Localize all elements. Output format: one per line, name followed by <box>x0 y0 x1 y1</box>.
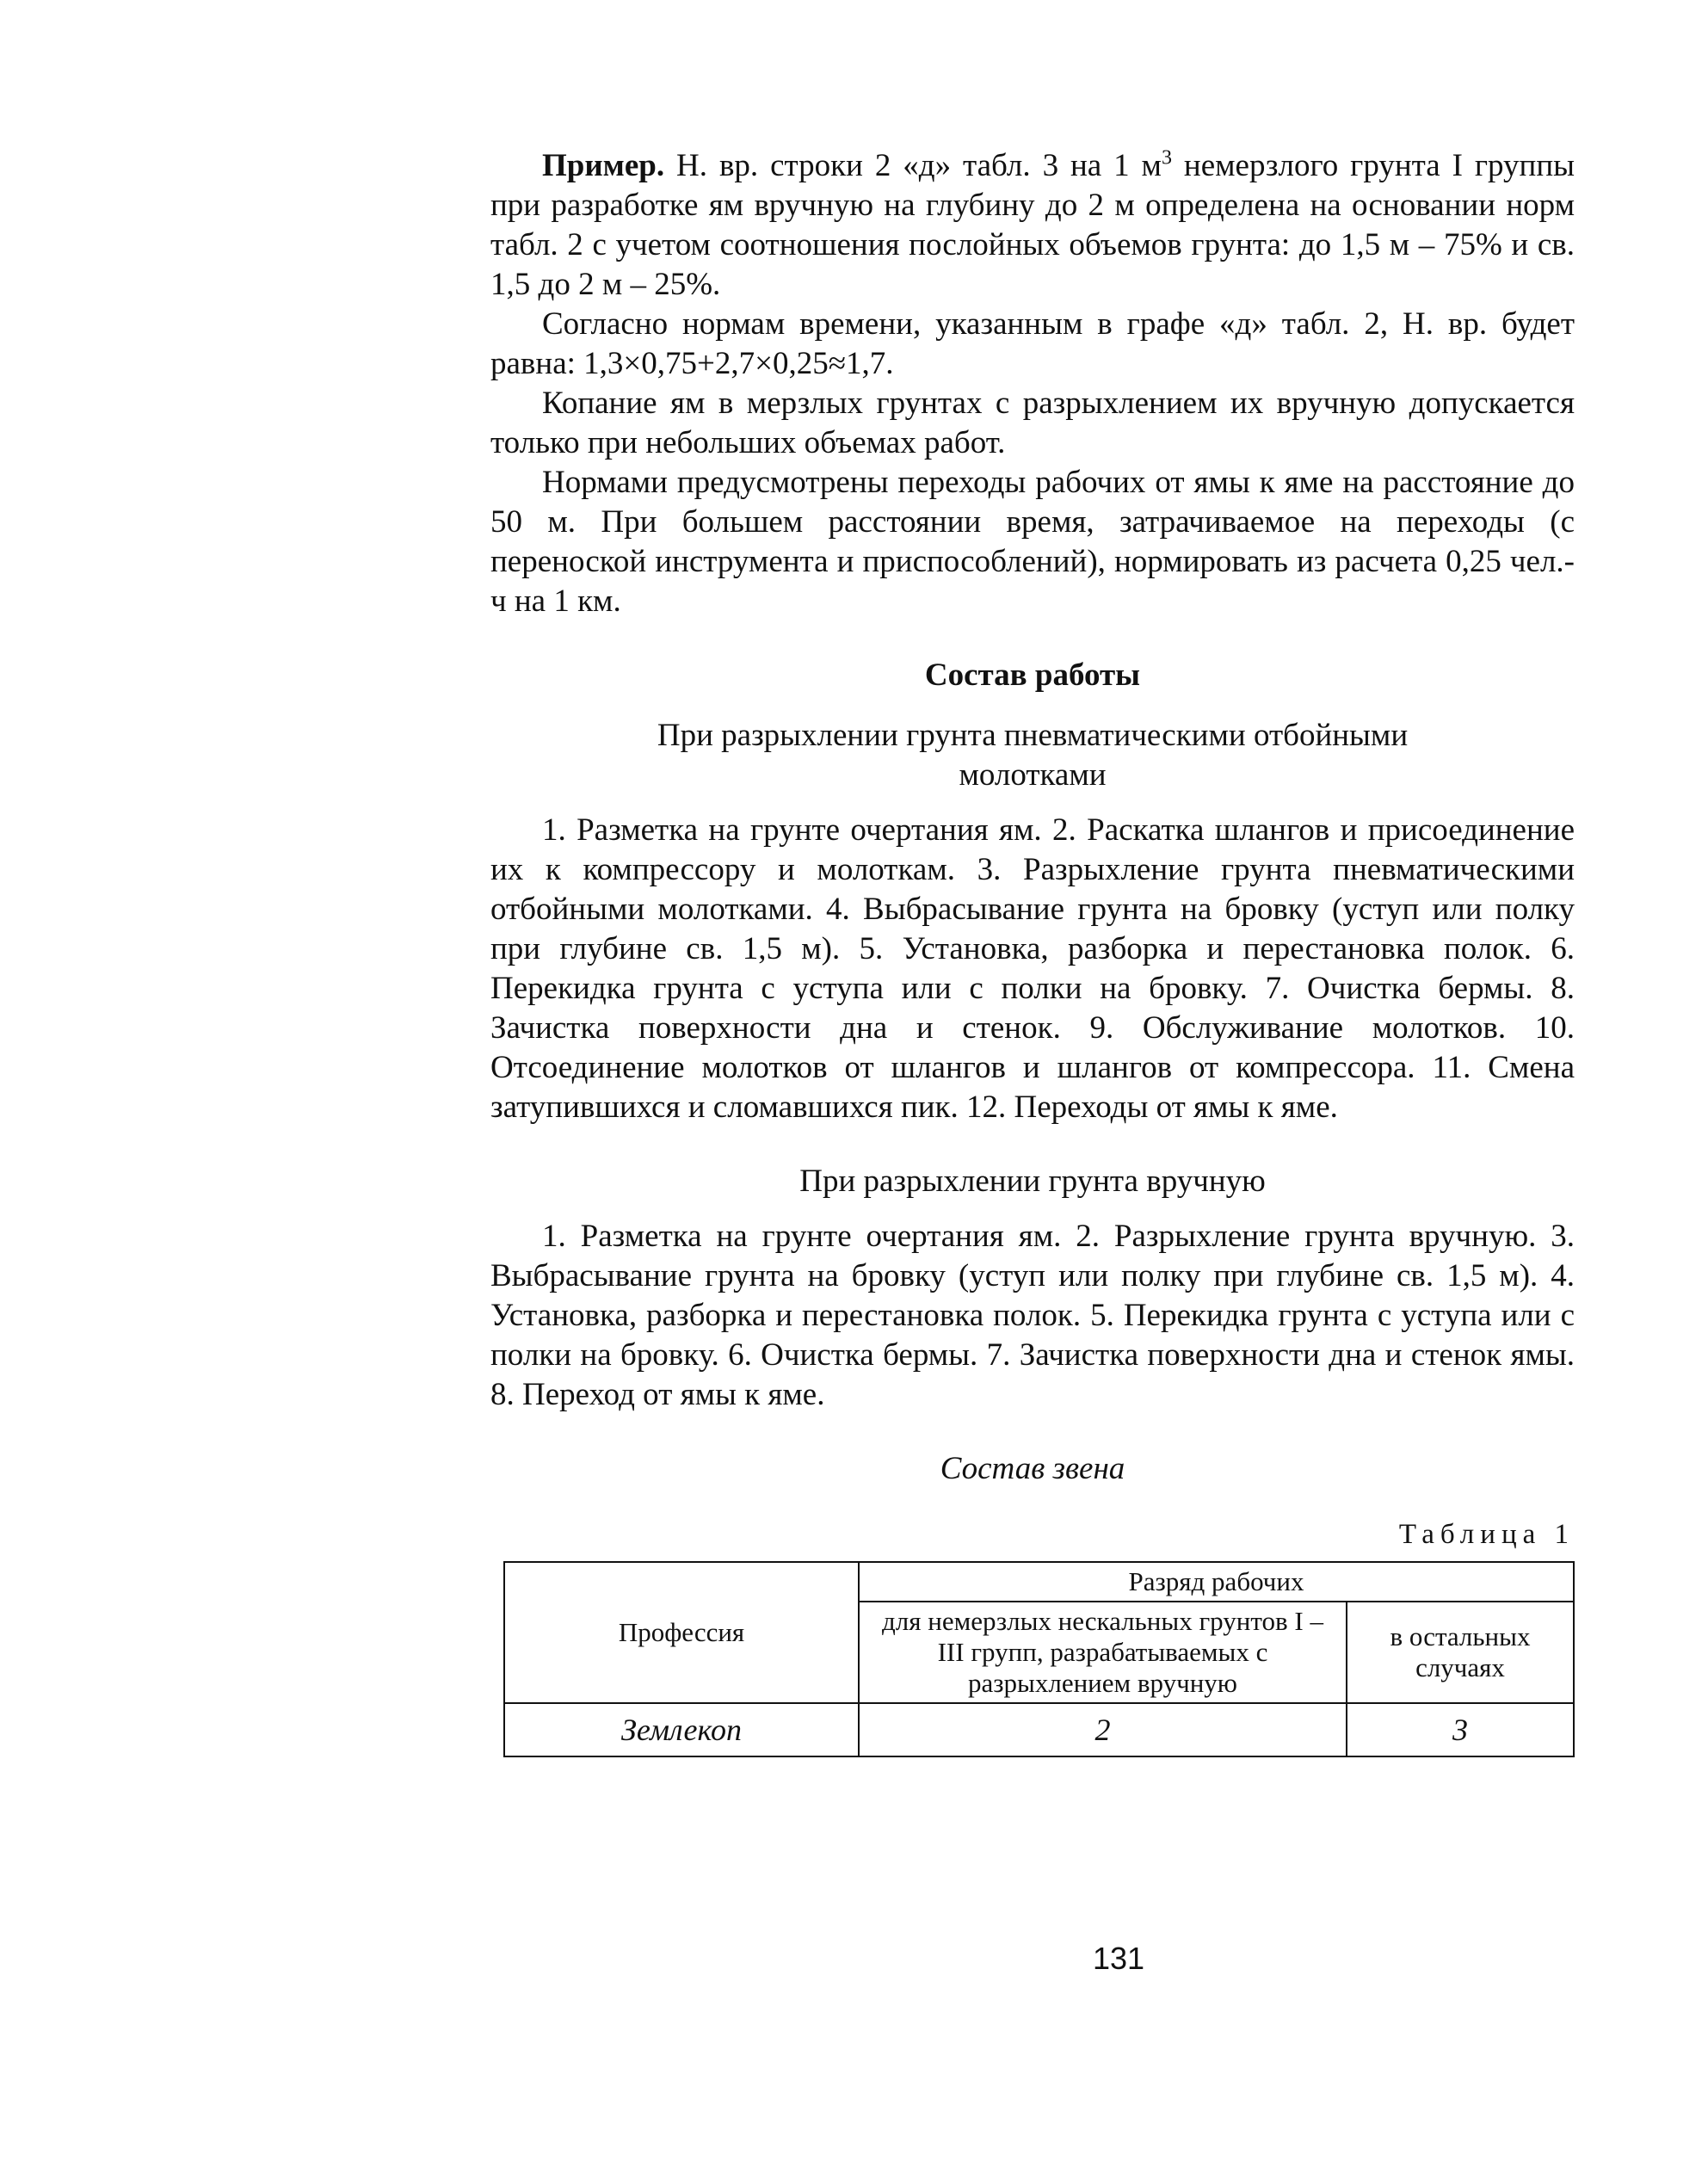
transitions-paragraph: Нормами предусмотрены переходы рабочих от ямы к яме на расстояние до 50 м. При большем расстоянии время, затрачиваемое на переходы (с переноской инструмента и приспособлений), нормировать из расчета 0,25 чел.-ч на 1 км. <box>490 465 1575 619</box>
example-text-1: Н. вр. строки 2 «д» табл. 3 на 1 м <box>664 148 1162 183</box>
header-profession: Профессия <box>504 1562 859 1703</box>
header-col-other: в остальных случаях <box>1347 1602 1574 1703</box>
example-text-2: немерзлого грунта I группы при разработке ям вручную на глубину до 2 м определена на основании норм табл. 2 с учетом соотношения послойных объемов грунта: до 1,5 м – 75% и св. 1,5 до 2 м – 25%. <box>490 148 1575 302</box>
work-list-pneumatic: 1. Разметка на грунте очертания ям. 2. Раскатка шлангов и присоединение их к компрессору и молоткам. 3. Разрыхление грунта пневматическими отбойными молотками. 4. Выбрасывание грунта на бровку (уступ или полку при глубине св. 1,5 м). 5. Установка, разборка и перестановка полок. 6. Перекидка грунта с уступа или с полки на бровку. 7. Очистка бермы. 8. Зачистка поверхности дна и стенок. 9. Обслуживание молотков. 10. Отсоединение молотков от шлангов и шлангов от компрессора. 11. Смена затупившихся и сломавшихся пик. 12. Переходы от ямы к яме. <box>490 812 1575 1125</box>
table-label: Таблица 1 <box>1398 1519 1575 1550</box>
crew-table <box>503 1561 1575 1757</box>
example-superscript: 3 <box>1161 146 1172 170</box>
page-number: 131 <box>1092 1941 1145 1976</box>
section-title: Состав работы <box>924 657 1141 693</box>
crew-title: Состав звена <box>940 1451 1125 1486</box>
norm-calculation-paragraph: Согласно нормам времени, указанным в графе «д» табл. 2, Н. вр. будет равна: 1,3×0,75+2,7×0,25≈1,7. <box>490 306 1575 381</box>
table-row <box>504 1703 1574 1756</box>
cell-grade-unfrozen: 2 <box>859 1703 1347 1756</box>
example-label: Пример. <box>542 148 665 183</box>
cell-profession: Землекоп <box>504 1703 859 1756</box>
document-body <box>490 146 1575 1757</box>
table-header-row <box>504 1562 1574 1602</box>
cell-grade-other: 3 <box>1347 1703 1574 1756</box>
header-grade: Разряд рабочих <box>859 1562 1574 1602</box>
subheading-pneumatic: При разрыхлении грунта пневматическими отбойными молотками <box>657 718 1409 793</box>
frozen-soil-paragraph: Копание ям в мерзлых грунтах с разрыхлением их вручную допускается только при небольших объемах работ. <box>490 386 1575 460</box>
header-col-unfrozen: для немерзлых нескальных грунтов I – III групп, разрабатываемых с разрыхлением вручную <box>859 1602 1347 1703</box>
subheading-manual: При разрыхлении грунта вручную <box>799 1164 1266 1199</box>
work-list-manual: 1. Разметка на грунте очертания ям. 2. Разрыхление грунта вручную. 3. Выбрасывание грунта на бровку (уступ или полку при глубине св. 1,5 м). 4. Установка, разборка и перестановка полок. 5. Перекидка грунта с уступа или с полки на бровку. 6. Очистка бермы. 7. Зачистка поверхности дна и стенок ямы. 8. Переход от ямы к яме. <box>490 1219 1575 1412</box>
example-paragraph <box>490 146 1575 305</box>
